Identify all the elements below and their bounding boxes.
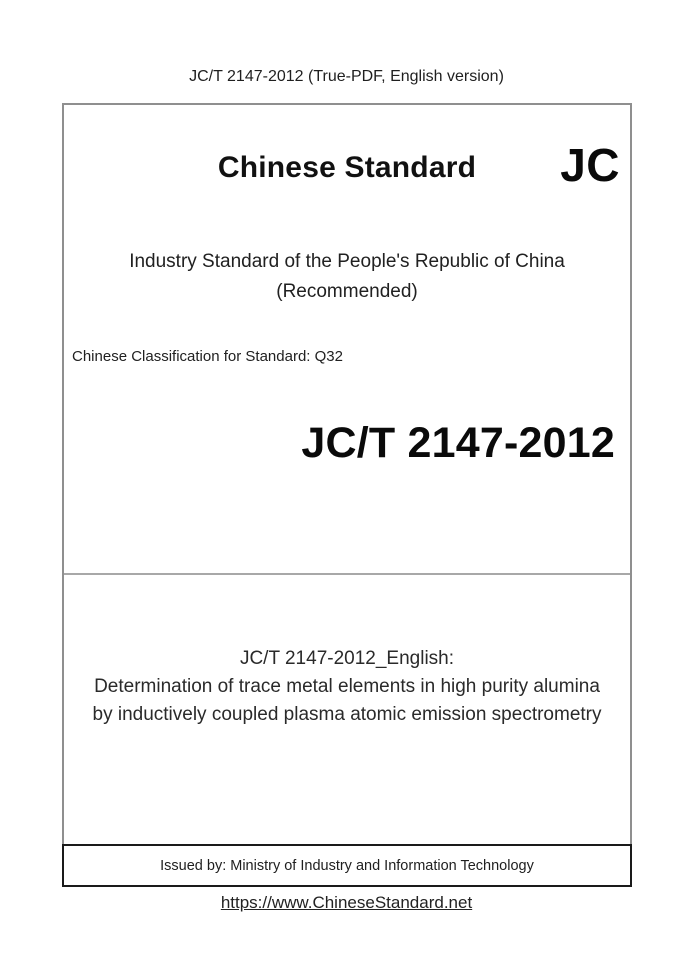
footer-link-row (0, 893, 693, 913)
english-title-heading: JC/T 2147-2012_English: (239, 648, 455, 669)
publisher-logo: JC (560, 139, 620, 191)
english-title-line1: Determination of trace metal elements in high purity alumina (94, 676, 600, 697)
issued-by-text: Issued by: Ministry of Industry and Information Technology (160, 857, 534, 874)
cover-box (62, 103, 632, 887)
section-divider (64, 573, 630, 575)
issued-by-bar (62, 844, 632, 887)
english-title-line2: by inductively coupled plasma atomic emission spectrometry (92, 704, 602, 725)
recommended-line: (Recommended) (276, 281, 418, 302)
classification-line: Chinese Classification for Standard: Q32 (72, 348, 343, 365)
english-title-block (64, 645, 630, 729)
document-header-text: JC/T 2147-2012 (True-PDF, English version) (189, 68, 504, 85)
standard-type-line: Industry Standard of the People's Republic of China (129, 251, 565, 272)
brand-title: Chinese Standard (217, 151, 477, 184)
standard-code: JC/T 2147-2012 (301, 419, 615, 467)
site-link[interactable]: https://www.ChineseStandard.net (220, 893, 473, 912)
